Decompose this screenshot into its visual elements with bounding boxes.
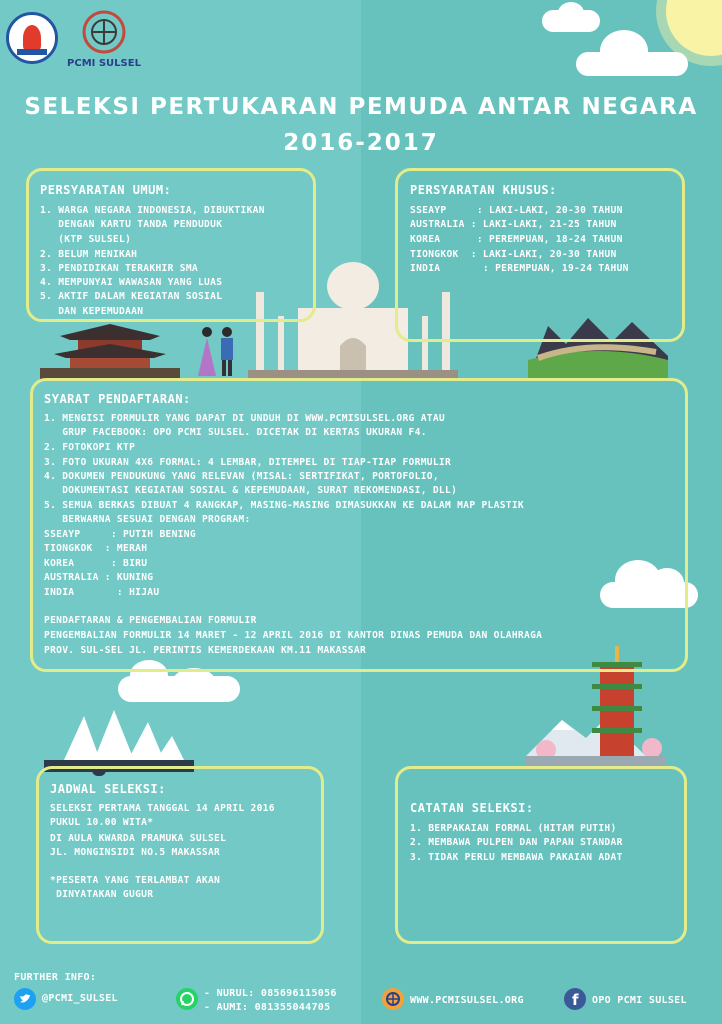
- syarat-pendaftaran-heading: SYARAT PENDAFTARAN:: [44, 392, 191, 406]
- list-item: 5. SEMUA BERKAS DIBUAT 4 RANGKAP, MASING-MASING DIMASUKKAN KE DALAM MAP PLASTIK: [44, 500, 524, 511]
- list-item: DI AULA KWARDA PRAMUKA SULSEL: [50, 833, 227, 844]
- list-item: 1. WARGA NEGARA INDONESIA, DIBUKTIKAN: [40, 205, 265, 216]
- page-subtitle: 2016-2017: [283, 130, 439, 156]
- catatan-seleksi-heading: CATATAN SELEKSI:: [410, 801, 534, 815]
- list-item: AUSTRALIA : KUNING: [44, 572, 154, 583]
- list-item: 4. DOKUMEN PENDUKUNG YANG RELEVAN (MISAL: SERTIFIKAT, PORTOFOLIO,: [44, 471, 439, 482]
- further-info-label: FURTHER INFO:: [14, 972, 97, 983]
- list-item: TIONGKOK : MERAH: [44, 543, 148, 554]
- list-item: INDIA : PEREMPUAN, 19-24 TAHUN: [410, 263, 629, 274]
- whatsapp-contact-nurul[interactable]: - NURUL: 085696115056: [204, 988, 337, 999]
- persyaratan-khusus-heading: PERSYARATAN KHUSUS:: [410, 183, 557, 197]
- facebook-page[interactable]: OPO PCMI SULSEL: [592, 995, 687, 1006]
- list-item: BERWARNA SESUAI DENGAN PROGRAM:: [44, 514, 251, 525]
- twitter-icon[interactable]: [14, 988, 36, 1010]
- list-item: 3. FOTO UKURAN 4X6 FORMAL: 4 LEMBAR, DITEMPEL DI TIAP-TIAP FORMULIR: [44, 457, 452, 468]
- list-item: 2. BELUM MENIKAH: [40, 249, 138, 260]
- list-item: *PESERTA YANG TERLAMBAT AKAN: [50, 875, 221, 886]
- list-item: TIONGKOK : LAKI-LAKI, 20-30 TAHUN: [410, 249, 617, 260]
- list-item: (KTP SULSEL): [40, 234, 132, 245]
- list-item: SELEKSI PERTAMA TANGGAL 14 APRIL 2016: [50, 803, 275, 814]
- website-link[interactable]: WWW.PCMISULSEL.ORG: [410, 995, 524, 1006]
- list-item: 1. MENGISI FORMULIR YANG DAPAT DI UNDUH DI WWW.PCMISULSEL.ORG ATAU: [44, 413, 446, 424]
- pendaftaran-sub-heading: PENDAFTARAN & PENGEMBALIAN FORMULIR: [44, 615, 257, 626]
- list-item: 4. MEMPUNYAI WAWASAN YANG LUAS: [40, 277, 223, 288]
- korean-couple-icon: [196, 326, 240, 378]
- list-item: SSEAYP : LAKI-LAKI, 20-30 TAHUN: [410, 205, 623, 216]
- list-item: INDIA : HIJAU: [44, 587, 160, 598]
- list-item: PROV. SUL-SEL JL. PERINTIS KEMERDEKAAN KM.11 MAKASSAR: [44, 645, 367, 656]
- list-item: JL. MONGINSIDI NO.5 MAKASSAR: [50, 847, 221, 858]
- list-item: 3. PENDIDIKAN TERAKHIR SMA: [40, 263, 198, 274]
- whatsapp-contact-aumi[interactable]: - AUMI: 081355044705: [204, 1002, 331, 1013]
- whatsapp-icon[interactable]: [176, 988, 198, 1010]
- list-item: PENGEMBALIAN FORMULIR 14 MARET - 12 APRIL 2016 DI KANTOR DINAS PEMUDA DAN OLAHRAGA: [44, 630, 543, 641]
- list-item: 5. AKTIF DALAM KEGIATAN SOSIAL: [40, 291, 223, 302]
- twitter-handle[interactable]: @PCMI_SULSEL: [42, 993, 118, 1004]
- list-item: DINYATAKAN GUGUR: [50, 889, 154, 900]
- sydney-opera-house-icon: [44, 706, 194, 772]
- list-item: AUSTRALIA : LAKI-LAKI, 21-25 TAHUN: [410, 219, 617, 230]
- list-item: 2. FOTOKOPI KTP: [44, 442, 136, 453]
- list-item: DENGAN KARTU TANDA PENDUDUK: [40, 219, 223, 230]
- list-item: PUKUL 10.00 WITA*: [50, 817, 154, 828]
- list-item: KOREA : PEREMPUAN, 18-24 TAHUN: [410, 234, 623, 245]
- jadwal-seleksi-heading: JADWAL SELEKSI:: [50, 782, 166, 796]
- page-title: SELEKSI PERTUKARAN PEMUDA ANTAR NEGARA: [24, 94, 698, 120]
- list-item: GRUP FACEBOOK: OPO PCMI SULSEL. DICETAK DI KERTAS UKURAN F4.: [44, 427, 427, 438]
- korea-palace-icon: [40, 318, 180, 380]
- facebook-icon[interactable]: f: [564, 988, 586, 1010]
- pcmi-logo-text: PCMI SULSEL: [67, 58, 141, 69]
- persyaratan-umum-heading: PERSYARATAN UMUM:: [40, 183, 172, 197]
- list-item: DAN KEPEMUDAAN: [40, 306, 144, 317]
- kemenpora-logo: [6, 12, 58, 64]
- list-item: 2. MEMBAWA PULPEN DAN PAPAN STANDAR: [410, 837, 623, 848]
- list-item: 3. TIDAK PERLU MEMBAWA PAKAIAN ADAT: [410, 852, 623, 863]
- list-item: SSEAYP : PUTIH BENING: [44, 529, 196, 540]
- list-item: DOKUMENTASI KEGIATAN SOSIAL & KEPEMUDAAN, SURAT REKOMENDASI, DLL): [44, 485, 458, 496]
- web-icon[interactable]: [382, 988, 404, 1010]
- list-item: 1. BERPAKAIAN FORMAL (HITAM PUTIH): [410, 823, 617, 834]
- pcmi-logo: [66, 8, 142, 76]
- list-item: KOREA : BIRU: [44, 558, 148, 569]
